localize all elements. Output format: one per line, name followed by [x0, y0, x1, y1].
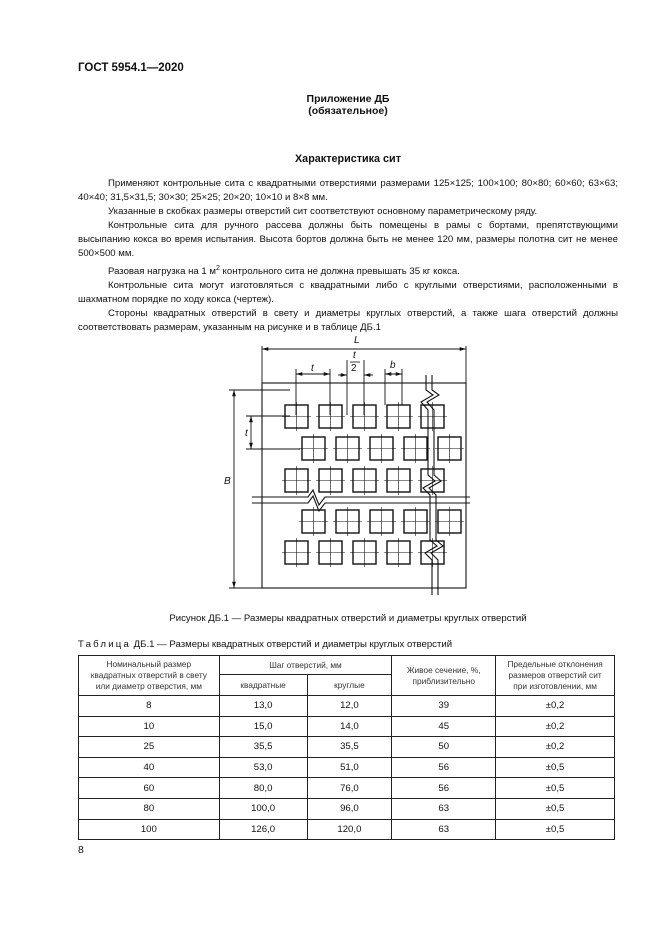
table-cell: ±0,2: [496, 716, 615, 737]
table-cell: 13,0: [219, 696, 307, 717]
table-cell: 14,0: [307, 716, 392, 737]
table-cell: ±0,2: [496, 696, 615, 717]
table-cell: ±0,5: [496, 778, 615, 799]
table-cell: 63: [392, 798, 496, 819]
table-cell: 63: [392, 819, 496, 840]
table-body: [79, 696, 615, 840]
table-cell: 40: [79, 757, 220, 778]
label-t-den: 2: [351, 363, 357, 374]
header-pitch: Шаг отверстий, мм: [219, 656, 392, 675]
paragraph-2: Указанные в скобках размеры отверстий сит соответствуют основному параметрическому ряду.: [108, 206, 538, 218]
table-cell: 15,0: [219, 716, 307, 737]
label-b: b: [390, 360, 396, 371]
table-cell: ±0,5: [496, 819, 615, 840]
label-L: L: [354, 335, 360, 346]
table-cell: 96,0: [307, 798, 392, 819]
table-caption-rest: ДБ.1 — Размеры квадратных отверстий и диаметры круглых отверстий: [131, 639, 453, 650]
table-cell: 76,0: [307, 778, 392, 799]
table-cell: 50: [392, 737, 496, 758]
header-live-section: Живое сечение, %, приблизительно: [392, 656, 496, 696]
header-round: круглые: [307, 675, 392, 696]
sieve-holes: [282, 402, 464, 567]
table-cell: 25: [79, 737, 220, 758]
table-cell: 35,5: [307, 737, 392, 758]
table-caption: [78, 639, 452, 650]
paragraph-6: Стороны квадратных отверстий в свету и диаметры круглых отверстий, а также шага отверстий должны соответствовать размерам, указанным на рисунке и в таблице ДБ.1: [78, 308, 618, 334]
label-B: B: [224, 476, 231, 487]
header-tolerance: Предельные отклонения размеров отверстий сит при изготовлении, мм: [496, 656, 615, 696]
paragraph-4-start: Разовая нагрузка на 1 м: [108, 265, 216, 277]
table-cell: 100,0: [219, 798, 307, 819]
appendix-title: Приложение ДБ: [306, 93, 390, 105]
label-t-num: t: [353, 350, 356, 361]
paragraph-4-end: контрольного сита не должна превышать 35 кг кокса.: [219, 265, 460, 277]
superscript: 2: [215, 264, 220, 272]
table-row: [79, 716, 615, 737]
table-cell: 12,0: [307, 696, 392, 717]
table-row: [79, 798, 615, 819]
table-cell: 120,0: [307, 819, 392, 840]
table-cell: 10: [79, 716, 220, 737]
paragraph-3: Контрольные сита для ручного рассева должны быть помещены в рамы с бортами, препятствующими высыпанию кокса во время испытания. Высота бортов должна быть не менее 120 мм, размеры полотна сит не менее 500×500 мм.: [78, 220, 618, 260]
sieve-table: [78, 655, 615, 840]
table-row: [79, 819, 615, 840]
table-row: [79, 778, 615, 799]
table-row: [79, 757, 615, 778]
label-t: t: [311, 363, 314, 374]
section-title: Характеристика сит: [294, 153, 401, 165]
table-row: [79, 737, 615, 758]
table-cell: 51,0: [307, 757, 392, 778]
table-cell: 80,0: [219, 778, 307, 799]
table-cell: 80: [79, 798, 220, 819]
page-number: 8: [78, 844, 84, 856]
header-nominal: Номинальный размер квадратных отверстий в свету или диаметр отверстия, мм: [79, 656, 220, 696]
table-cell: ±0,2: [496, 737, 615, 758]
table-cell: 126,0: [219, 819, 307, 840]
table-cell: 56: [392, 757, 496, 778]
header-square: квадратные: [219, 675, 307, 696]
dimension-labels: [224, 335, 396, 487]
table-caption-prefix: Таблица: [78, 639, 132, 650]
table-cell: ±0,5: [496, 757, 615, 778]
appendix-status: (обязательное): [308, 105, 388, 117]
paragraph-1: Применяют контрольные сита с квадратными отверстиями размерами 125×125; 100×100; 80×80; 60×60; 63×63; 40×40; 31,5×31,5; 30×30; 25×25; 20×20; 10×10 и 8×8 мм.: [78, 178, 618, 204]
table-row: [79, 696, 615, 717]
table-cell: 56: [392, 778, 496, 799]
table-cell: 60: [79, 778, 220, 799]
label-t-side: t: [245, 428, 248, 439]
standard-number: ГОСТ 5954.1—2020: [78, 62, 184, 74]
table-cell: 100: [79, 819, 220, 840]
table-cell: 35,5: [219, 737, 307, 758]
table-cell: 39: [392, 696, 496, 717]
figure-caption: Рисунок ДБ.1 — Размеры квадратных отверстий и диаметры круглых отверстий: [169, 613, 527, 624]
dimension-lines: [229, 346, 466, 588]
table-cell: 53,0: [219, 757, 307, 778]
table-cell: ±0,5: [496, 798, 615, 819]
table-cell: 8: [79, 696, 220, 717]
paragraph-5: Контрольные сита могут изготовляться с квадратными либо с круглыми отверстиями, расположенными в шахматном порядке по ходу кокса (чертеж).: [78, 279, 618, 305]
table-cell: 45: [392, 716, 496, 737]
